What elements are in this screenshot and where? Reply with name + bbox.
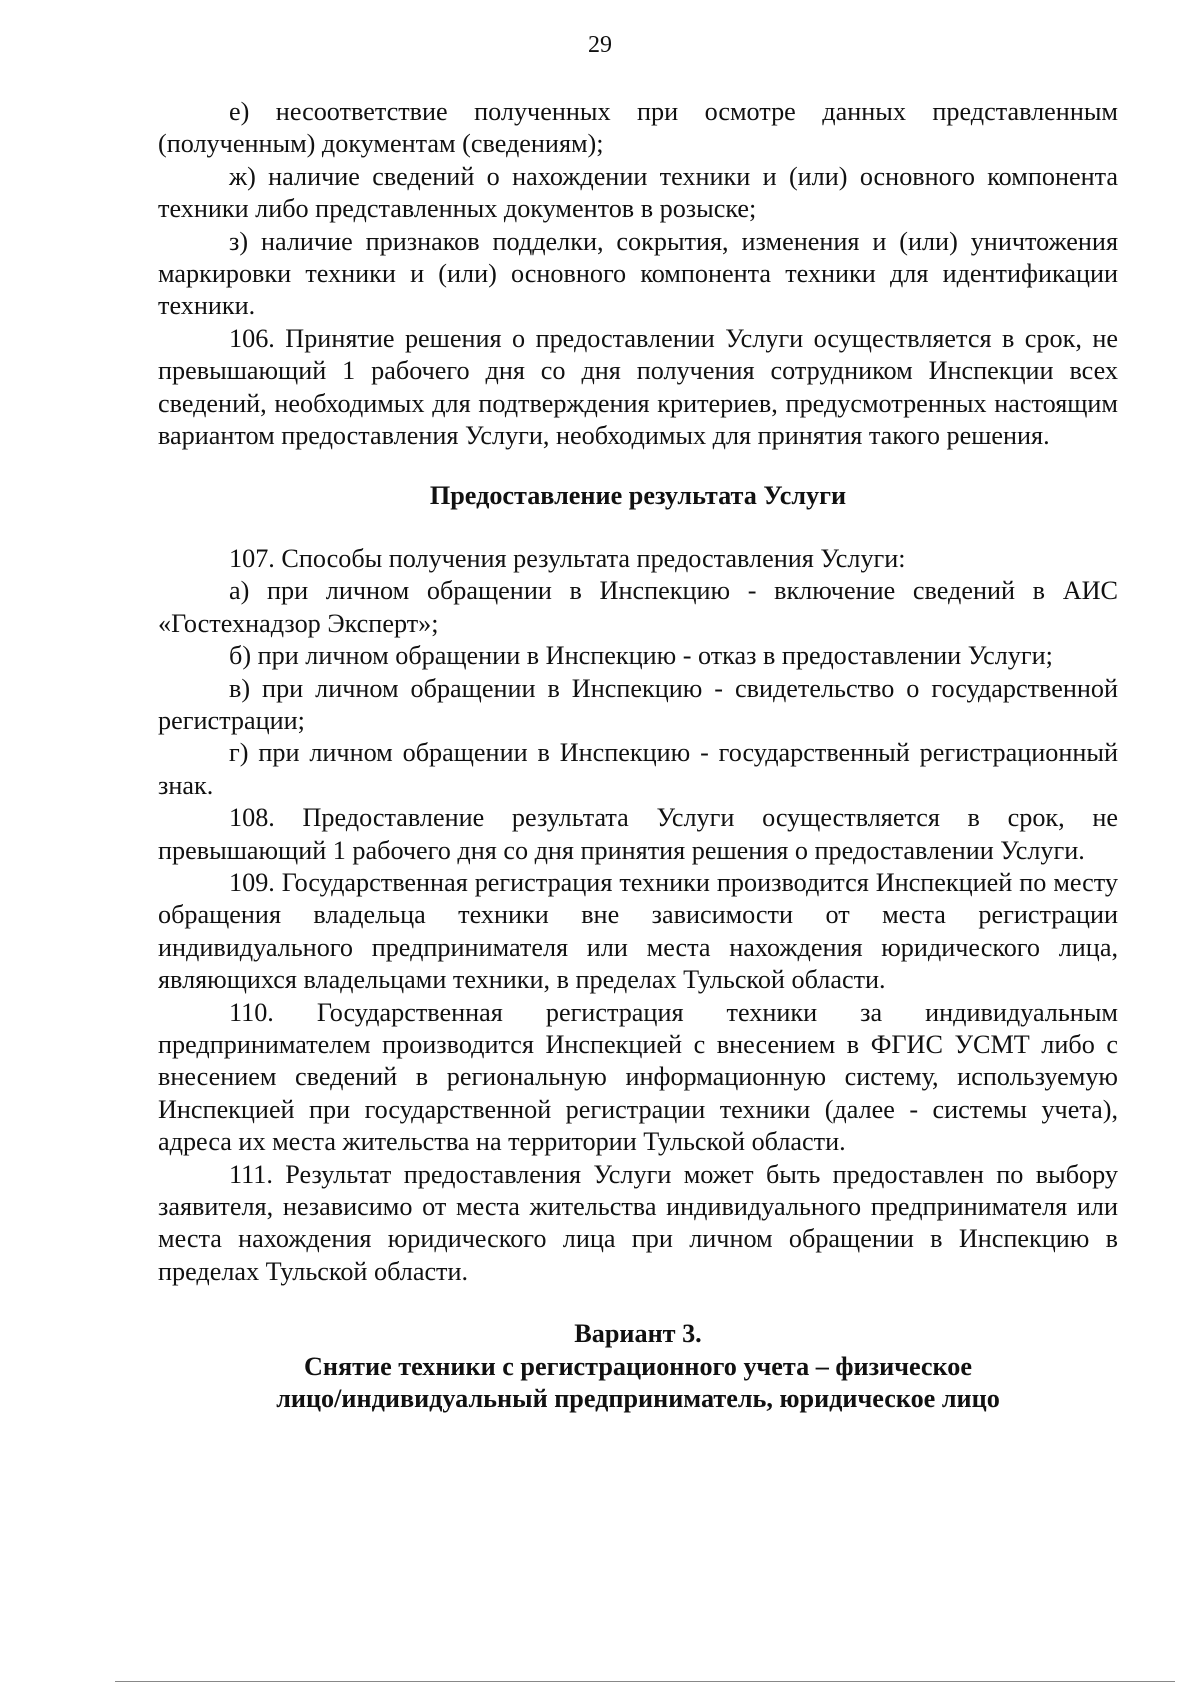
paragraph-107-a: а) при личном обращении в Инспекцию - включение сведений в АИС «Гостехнадзор Эксперт»; xyxy=(158,576,1118,638)
paragraph-107: 107. Способы получения результата предоставления Услуги: xyxy=(229,543,906,573)
paragraph-108: 108. Предоставление результата Услуги осуществляется в срок, не превышающий 1 рабочего дня со дня принятия решения о предоставлении Услуги. xyxy=(158,803,1118,865)
paragraph-106: 106. Принятие решения о предоставлении Услуги осуществляется в срок, не превышающий 1 рабочего дня со дня получения сотрудником Инспекции всех сведений, необходимых для подтверждения критериев, предусмотренных настоящим вариантом предоставления Услуги, необходимых для принятия такого решения. xyxy=(158,323,1118,451)
paragraph-109: 109. Государственная регистрация техники производится Инспекцией по месту обращения владельца техники вне зависимости от места регистрации индивидуального предпринимателя или места нахождения юридического лица, являющихся владельцами техники, в пределах Тульской области. xyxy=(158,867,1118,995)
section-heading: Предоставление результата Услуги xyxy=(429,481,847,511)
footer-divider xyxy=(115,1681,1175,1682)
paragraph-111: 111. Результат предоставления Услуги может быть предоставлен по выбору заявителя, независимо от места жительства индивидуального предпринимателя или места нахождения юридического лица при личном обращении в Инспекцию в пределах Тульской области. xyxy=(158,1159,1118,1286)
paragraph-110: 110. Государственная регистрация техники за индивидуальным предпринимателем производится Инспекцией с внесением в ФГИС УСМТ либо с внесением сведений в региональную информационную систему, используемую Инспекцией при государственной регистрации техники (далее - системы учета), адреса их места жительства на территории Тульской области. xyxy=(158,997,1118,1157)
paragraph-107-b: б) при личном обращении в Инспекцию - отказ в предоставлении Услуги; xyxy=(229,641,1053,671)
variant-heading-line3: лицо/индивидуальный предприниматель, юридическое лицо xyxy=(276,1384,1000,1414)
paragraph-z: з) наличие признаков подделки, сокрытия, изменения и (или) уничтожения маркировки техники и (или) основного компонента техники для идентификации техники. xyxy=(158,226,1118,321)
variant-heading-line1: Вариант 3. xyxy=(574,1319,702,1349)
page-number: 29 xyxy=(588,32,612,58)
paragraph-e: е) несоответствие полученных при осмотре данных представленным (полученным) документам (сведениям); xyxy=(158,97,1118,159)
variant-heading-line2: Снятие техники с регистрационного учета – физическое xyxy=(303,1351,973,1381)
paragraph-zh: ж) наличие сведений о нахождении техники и (или) основного компонента техники либо представленных документов в розыске; xyxy=(158,161,1118,224)
paragraph-107-v: в) при личном обращении в Инспекцию - свидетельство о государственной регистрации; xyxy=(158,673,1118,735)
paragraph-107-g: г) при личном обращении в Инспекцию - государственный регистрационный знак. xyxy=(158,738,1118,800)
document-body xyxy=(158,96,1118,1415)
variant-heading xyxy=(158,1318,1118,1415)
